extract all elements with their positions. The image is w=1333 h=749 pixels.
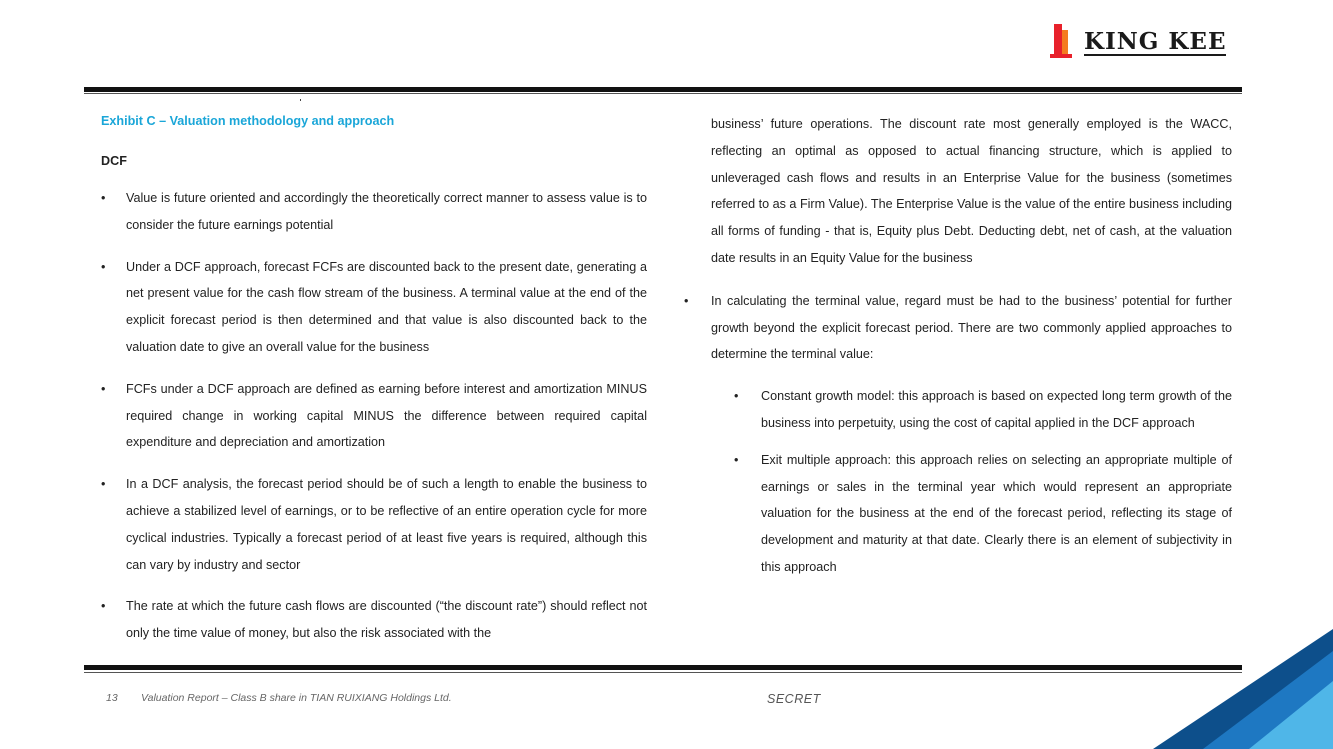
brand-name: KING KEE bbox=[1084, 28, 1227, 55]
section-heading: DCF bbox=[101, 154, 127, 168]
brand-logo bbox=[1046, 24, 1242, 60]
sub-bullet-list bbox=[734, 383, 1232, 581]
header-rule-thick bbox=[84, 87, 1242, 92]
stray-mark bbox=[300, 99, 301, 101]
list-item: • FCFs under a DCF approach are defined as earning before interest and amortization MINUS required change in working capital MINUS the difference between required capital expenditure and depreciation and amortization bbox=[101, 376, 647, 456]
list-item: • Value is future oriented and accordingly the theoretically correct manner to assess value is to consider the future earnings potential bbox=[101, 185, 647, 239]
list-item: • In a DCF analysis, the forecast period should be of such a length to enable the business to achieve a stabilized level of earnings, or to be reflective of an entire operation cycle for more cyclical industries. Typically a forecast period of at least five years is required, although this can vary by industry and sector bbox=[101, 471, 647, 578]
list-item: • The rate at which the future cash flows are discounted (“the discount rate”) should reflect not only the time value of money, but also the risk associated with the bbox=[101, 593, 647, 647]
classification-label: SECRET bbox=[767, 692, 821, 706]
header-rule-thin bbox=[84, 93, 1242, 94]
left-bullet-list bbox=[101, 185, 647, 647]
footer-rule-thick bbox=[84, 665, 1242, 670]
right-column bbox=[684, 111, 1232, 591]
document-title: Valuation Report – Class B share in TIAN RUIXIANG Holdings Ltd. bbox=[141, 692, 452, 704]
exhibit-title: Exhibit C – Valuation methodology and approach bbox=[101, 114, 395, 128]
sub-list-item: • Constant growth model: this approach is based on expected long term growth of the business into perpetuity, using the cost of capital applied in the DCF approach bbox=[734, 383, 1232, 437]
right-bullet-list bbox=[684, 288, 1232, 368]
footer-rule-thin bbox=[84, 672, 1242, 673]
list-item: • Under a DCF approach, forecast FCFs are discounted back to the present date, generating a net present value for the cash flow stream of the business. A terminal value at the end of the explicit forecast period is then determined and that value is also discounted back to the valuation date to give an overall value for the business bbox=[101, 254, 647, 361]
left-column bbox=[101, 111, 647, 662]
page-number: 13 bbox=[106, 692, 118, 704]
king-kee-logo-icon bbox=[1046, 24, 1076, 60]
continuation-paragraph: business’ future operations. The discount rate most generally employed is the WACC, reflecting an optimal as opposed to actual financing structure, which is applied to unleveraged cash flows and results in an Enterprise Value for the business (sometimes referred to as a Firm Value). The Enterprise Value is the value of the entire business including all forms of funding - that is, Equity plus Debt. Deducting debt, net of cash, at the valuation date results in an Equity Value for the business bbox=[711, 117, 1232, 265]
corner-decoration-icon bbox=[1153, 629, 1333, 749]
sub-list-item: • Exit multiple approach: this approach relies on selecting an appropriate multiple of earnings or sales in the terminal year which would represent an appropriate valuation for the business at the end of the forecast period, reflecting its stage of development and maturity at that date. Clearly there is an element of subjectivity in this approach bbox=[734, 447, 1232, 581]
list-item: • In calculating the terminal value, regard must be had to the business’ potential for further growth beyond the explicit forecast period. There are two commonly applied approaches to determine the terminal value: bbox=[684, 288, 1232, 368]
